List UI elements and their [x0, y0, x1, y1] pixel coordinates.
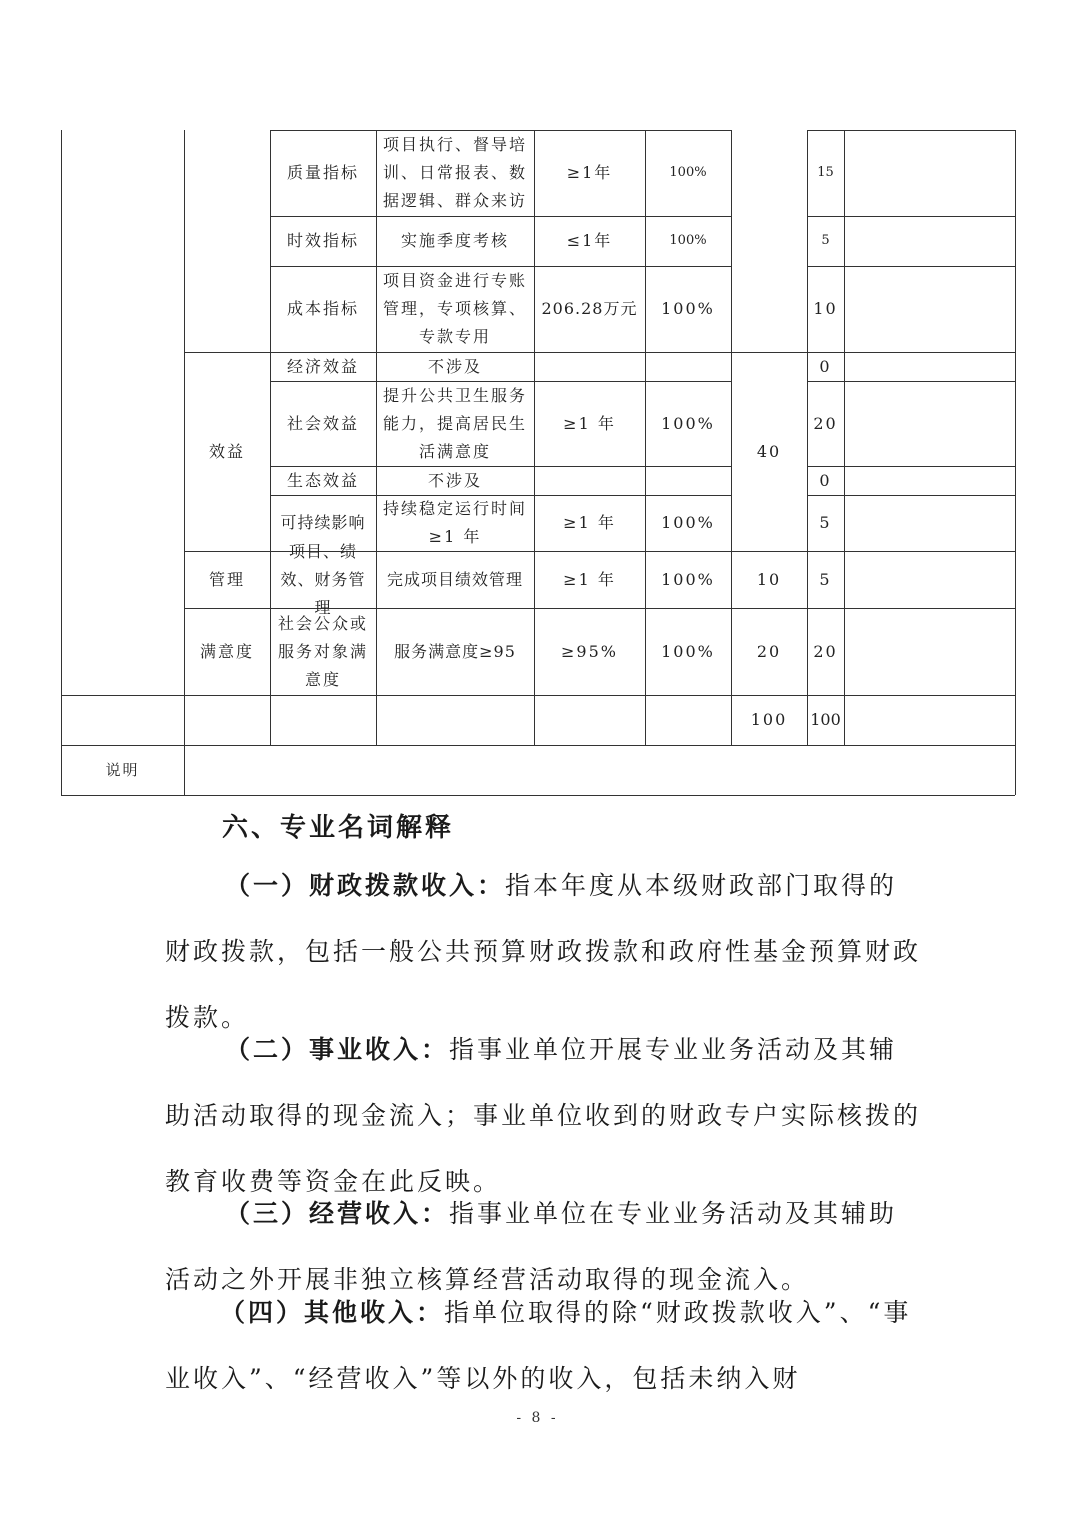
management-score: 5: [819, 569, 832, 589]
timeliness-content: 实施季度考核: [400, 231, 509, 250]
management-value: ≥1 年: [563, 569, 616, 589]
satisfaction-weight: 20: [756, 641, 782, 661]
timeliness-rate: 100%: [669, 233, 707, 248]
total-weight: 100: [750, 710, 788, 729]
satisfaction-content: 服务满意度≥95: [394, 641, 516, 661]
sustainable-value: ≥1 年: [563, 513, 616, 532]
total-score: 100: [810, 710, 841, 729]
cost-indicator: 成本指标: [286, 299, 359, 318]
definition-term-3: （三）经营收入：: [225, 1199, 450, 1228]
economic-content: 不涉及: [427, 356, 482, 376]
benefit-category: 效益: [208, 441, 245, 461]
timeliness-score: 5: [821, 233, 830, 248]
definition-term-1: （一）财政拨款收入：: [225, 871, 506, 900]
social-value: ≥1 年: [563, 413, 616, 433]
sustainable-content: 持续稳定运行时间≥1 年: [382, 499, 527, 546]
management-rate: 100%: [661, 569, 715, 589]
definition-term-2: （二）事业收入：: [225, 1035, 450, 1064]
notes-label: 说明: [105, 761, 140, 779]
satisfaction-indicator: 社会公众或服务对象满意度: [277, 613, 368, 689]
social-indicator: 社会效益: [286, 413, 359, 433]
benefit-weight: 40: [756, 441, 782, 461]
social-score: 20: [813, 413, 838, 433]
quality-score: 15: [817, 165, 834, 180]
satisfaction-rate: 100%: [661, 641, 715, 661]
page-number: - 8 -: [516, 1410, 559, 1426]
sustainable-indicator: 可持续影响: [280, 513, 366, 532]
economic-indicator: 经济效益: [286, 356, 359, 376]
management-indicator: 项目、绩效、财务管理: [280, 541, 366, 617]
quality-value: ≥1年: [566, 163, 613, 182]
definition-text-3: 指事业单位在专业业务活动及其辅助活动之外开展非独立核算经营活动取得的现金流入。: [165, 1199, 898, 1294]
quality-content: 项目执行、督导培训、日常报表、数据逻辑、群众来访: [382, 135, 527, 210]
management-category: 管理: [208, 569, 245, 589]
management-content: 完成项目绩效管理: [386, 569, 523, 589]
ecological-content: 不涉及: [427, 470, 482, 490]
quality-indicator: 质量指标: [286, 163, 359, 182]
ecological-indicator: 生态效益: [286, 470, 359, 490]
definition-text-4: 指单位取得的除“财政拨款收入”、“事业收入”、“经营收入”等以外的收入，包括未纳入财: [165, 1298, 912, 1393]
satisfaction-value: ≥95%: [561, 641, 618, 661]
economic-score: 0: [819, 356, 832, 376]
timeliness-value: ≤1年: [566, 231, 613, 250]
definition-paragraph-4: [165, 1280, 925, 1412]
timeliness-indicator: 时效指标: [286, 231, 359, 250]
sustainable-rate: 100%: [661, 513, 715, 532]
definition-text-1: 指本年度从本级财政部门取得的财政拨款，包括一般公共预算财政拨款和政府性基金预算财政拨款。: [165, 871, 922, 1032]
cost-content: 项目资金进行专账管理，专项核算、专款专用: [382, 271, 527, 346]
cost-value: 206.28万元: [541, 299, 638, 318]
cost-rate: 100%: [661, 299, 715, 318]
sustainable-score: 5: [819, 513, 832, 532]
definition-term-4: （四）其他收入：: [220, 1298, 445, 1327]
cost-score: 10: [813, 299, 838, 318]
quality-rate: 100%: [669, 165, 707, 180]
ecological-score: 0: [819, 470, 832, 490]
social-rate: 100%: [661, 413, 715, 433]
satisfaction-category: 满意度: [199, 641, 254, 661]
social-content: 提升公共卫生服务能力，提高居民生活满意度: [382, 385, 527, 461]
satisfaction-score: 20: [813, 641, 838, 661]
management-weight: 10: [756, 569, 782, 589]
definition-text-2: 指事业单位开展专业业务活动及其辅助活动取得的现金流入；事业单位收到的财政专户实际核拨的教育收费等资金在此反映。: [165, 1035, 922, 1196]
section-title: 六、专业名词解释: [222, 813, 455, 843]
